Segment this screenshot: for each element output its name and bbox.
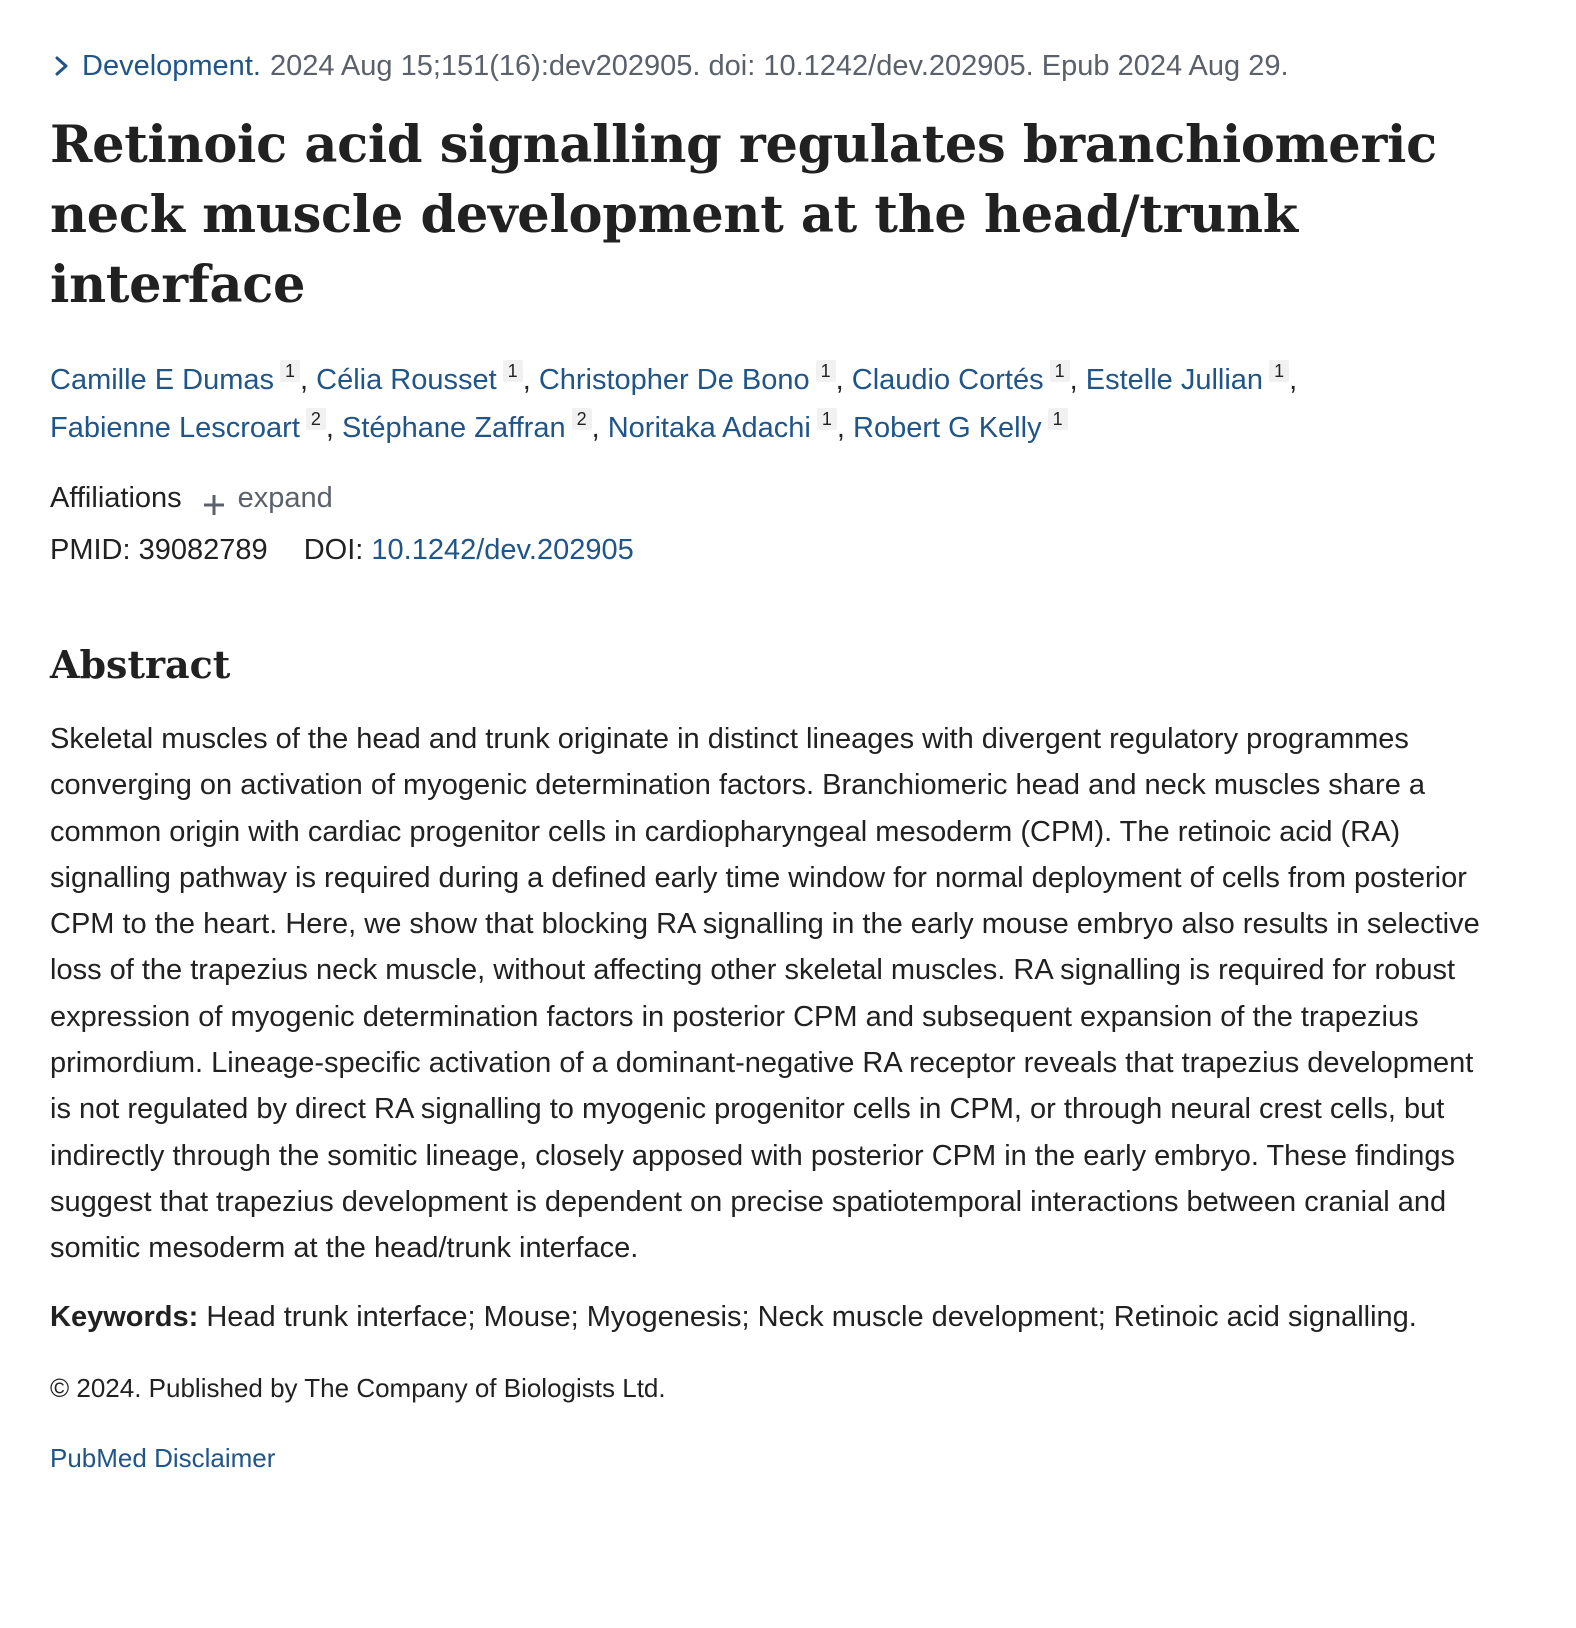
affiliation-ref-badge[interactable]: 2 (572, 408, 592, 430)
expand-label: expand (237, 482, 333, 514)
author-separator: , (325, 412, 343, 444)
chevron-right-icon[interactable] (50, 52, 74, 80)
author-item (1085, 361, 1298, 396)
affiliation-ref-badge[interactable]: 1 (503, 360, 523, 382)
author-name-link[interactable]: Célia Rousset (316, 364, 497, 396)
author-name-link[interactable]: Stéphane Zaffran (342, 412, 566, 444)
author-name-link[interactable]: Robert G Kelly (853, 412, 1042, 444)
article-title: Retinoic acid signalling regulates branchiomeric neck muscle development at the head/trunk interface (50, 115, 1437, 315)
keywords (50, 1294, 1486, 1340)
affiliation-ref-badge[interactable]: 1 (817, 408, 837, 430)
author-separator: , (1289, 364, 1298, 396)
author-separator: , (1069, 364, 1086, 396)
affiliation-ref-badge[interactable]: 2 (306, 408, 326, 430)
author-item (342, 409, 608, 444)
author-name-link[interactable]: Noritaka Adachi (607, 412, 811, 444)
pmid-value: 39082789 (138, 534, 268, 566)
author-item (50, 361, 317, 396)
citation-details: 2024 Aug 15;151(16):dev202905. doi: 10.1242/dev.202905. Epub 2024 Aug 29. (269, 50, 1289, 82)
author-item (853, 409, 1068, 444)
affiliation-ref-badge[interactable]: 1 (280, 360, 300, 382)
affiliations-row (50, 476, 1486, 520)
identifiers-row (50, 528, 1486, 572)
author-list (50, 356, 1486, 452)
pmid-label: PMID: (50, 534, 131, 566)
doi-label: DOI: (303, 534, 364, 566)
citation-line (50, 44, 1486, 88)
pubmed-disclaimer-link[interactable]: PubMed Disclaimer (50, 1442, 276, 1473)
journal-link[interactable]: Development. (82, 50, 261, 82)
author-item (316, 361, 539, 396)
author-item (50, 409, 343, 444)
author-name-link[interactable]: Estelle Jullian (1085, 364, 1264, 396)
author-separator: , (591, 412, 608, 444)
affiliation-ref-badge[interactable]: 1 (1050, 360, 1070, 382)
author-item (538, 361, 852, 396)
affiliations-label: Affiliations (50, 482, 182, 514)
author-item (607, 409, 853, 444)
doi-link[interactable]: 10.1242/dev.202905 (371, 534, 634, 566)
author-name-link[interactable]: Claudio Cortés (851, 364, 1044, 396)
plus-icon (202, 486, 226, 510)
copyright-notice: © 2024. Published by The Company of Biologists Ltd. (50, 1372, 666, 1403)
affiliation-ref-badge[interactable]: 1 (816, 360, 836, 382)
affiliations-expand-button[interactable] (202, 476, 333, 520)
keywords-label: Keywords: (50, 1300, 199, 1333)
author-separator: , (522, 364, 539, 396)
author-item (851, 361, 1086, 396)
keywords-text: Head trunk interface; Mouse; Myogenesis; Neck muscle development; Retinoic acid signalling. (206, 1300, 1417, 1333)
abstract-heading: Abstract (50, 642, 231, 687)
abstract-text: Skeletal muscles of the head and trunk originate in distinct lineages with divergent regulatory programmes converging on activation of myogenic determination factors. Branchiomeric head and neck muscles share a common origin with cardiac progenitor cells in cardiopharyngeal mesoderm (CPM). The retinoic acid (RA) signalling pathway is required during a defined early time window for normal deployment of cells from posterior CPM to the heart. Here, we show that blocking RA signalling in the early mouse embryo also results in selective loss of the trapezius neck muscle, without affecting other skeletal muscles. RA signalling is required for robust expression of myogenic determination factors in posterior CPM and subsequent expansion of the trapezius primordium. Lineage-specific activation of a dominant-negative RA receptor reveals that trapezius development is not regulated by direct RA signalling to myogenic progenitor cells in CPM, or through neural crest cells, but indirectly through the somitic lineage, closely apposed with posterior CPM in the early embryo. These findings suggest that trapezius development is dependent on precise spatiotemporal interactions between cranial and somitic mesoderm at the head/trunk interface. (50, 723, 1480, 1265)
author-name-link[interactable]: Christopher De Bono (538, 364, 810, 396)
author-name-link[interactable]: Camille E Dumas (50, 364, 274, 396)
author-name-link[interactable]: Fabienne Lescroart (50, 412, 300, 444)
author-separator: , (300, 364, 317, 396)
author-separator: , (835, 364, 852, 396)
affiliation-ref-badge[interactable]: 1 (1269, 360, 1289, 382)
affiliation-ref-badge[interactable]: 1 (1048, 408, 1068, 430)
author-separator: , (836, 412, 853, 444)
